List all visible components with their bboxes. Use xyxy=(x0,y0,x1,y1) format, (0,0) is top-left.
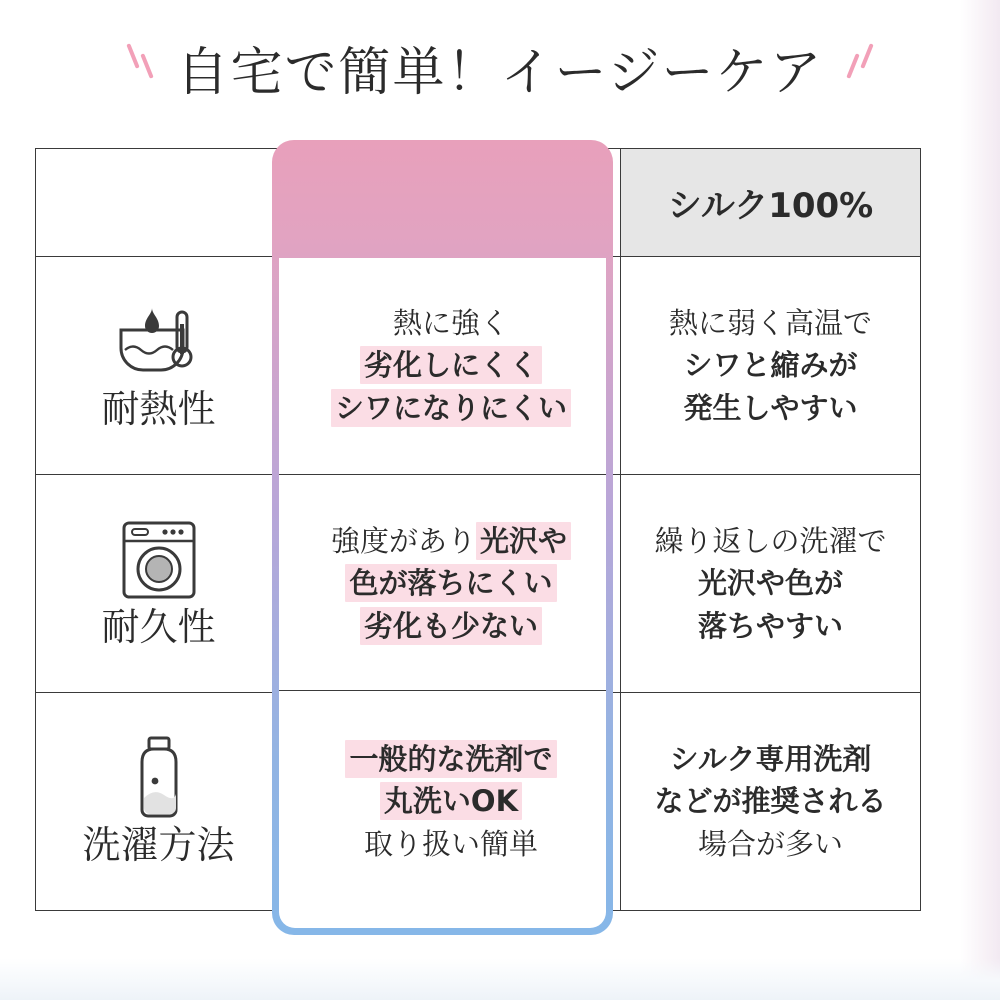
washing-machine-icon xyxy=(116,519,202,601)
cell-line-highlight: 丸洗いOK xyxy=(380,782,522,820)
row-label-text: 洗濯方法 xyxy=(82,822,235,867)
cell-line: 熱に弱く高温で xyxy=(668,306,872,341)
table-row xyxy=(36,693,921,911)
cell-line-highlight: 光沢や xyxy=(476,522,571,560)
cell-line: 熱に強く xyxy=(392,306,509,341)
cell-line: 落ちやすい xyxy=(697,608,843,643)
cell-product-b-durability xyxy=(621,475,921,693)
cell-product-a-durability xyxy=(282,475,621,693)
cell-line-highlight: 一般的な洗剤で xyxy=(345,740,556,778)
page-title-text: 自宅で簡単！イージーケア xyxy=(176,43,824,103)
cell-line-highlight: 劣化も少ない xyxy=(360,607,542,645)
table-row xyxy=(36,257,921,475)
decorative-slashes-left-icon xyxy=(125,37,159,99)
cell-line: などが推奨される xyxy=(654,784,887,819)
cell-product-b-washing xyxy=(621,693,921,911)
cell-line: 強度があり xyxy=(330,524,476,559)
detergent-bottle-icon xyxy=(124,737,194,819)
row-label-text: 耐久性 xyxy=(101,604,216,649)
cell-line: シワと縮みが xyxy=(683,348,858,383)
row-label-washing-method xyxy=(36,693,282,911)
cell-product-a-heat xyxy=(282,257,621,475)
page-title xyxy=(0,30,1000,105)
cell-product-a-washing xyxy=(282,693,621,911)
header-product-b: シルク100% xyxy=(621,149,921,257)
washtub-thermometer-icon xyxy=(111,301,207,383)
cell-line-highlight: 劣化しにくく xyxy=(360,346,542,384)
cell-line: 光沢や色が xyxy=(697,566,843,601)
cell-line-highlight: シワになりにくい xyxy=(331,389,571,427)
cell-line: 発生しやすい xyxy=(683,390,858,425)
cell-line-highlight: 色が落ちにくい xyxy=(345,564,556,602)
row-label-durability xyxy=(36,475,282,693)
comparison-table xyxy=(35,148,921,911)
header-empty-cell xyxy=(36,149,282,257)
cell-line: 取り扱い簡単 xyxy=(363,826,538,861)
cell-line: 場合が多い xyxy=(697,826,843,861)
row-label-heat-resistance xyxy=(36,257,282,475)
cell-line: 繰り返しの洗濯で xyxy=(654,524,887,559)
decorative-slashes-right-icon xyxy=(841,37,875,99)
row-label-text: 耐熱性 xyxy=(101,386,216,431)
cell-line: シルク専用洗剤 xyxy=(669,742,872,777)
cell-product-b-heat xyxy=(621,257,921,475)
table-row xyxy=(36,475,921,693)
